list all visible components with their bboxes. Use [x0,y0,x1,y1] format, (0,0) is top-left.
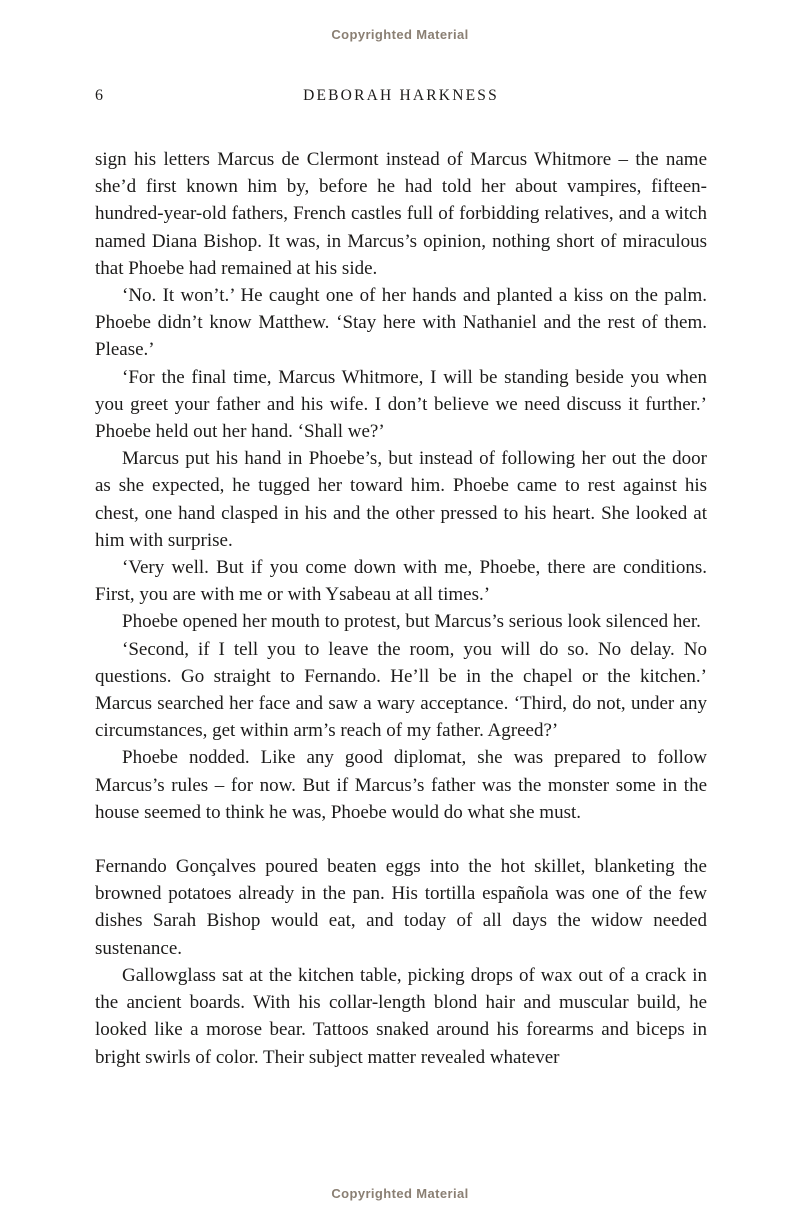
paragraph: Phoebe opened her mouth to protest, but Marcus’s serious look silenced her. [122,611,701,633]
paragraph: ‘Second, if I tell you to leave the room, you will do so. No delay. No questions. Go straight to Fernando. He’ll be in the chapel or the kitchen.’ Marcus searched her face and saw a wary acceptance. ‘Third, do not, under any circumstances, get within arm’s reach of my father. Agreed?’ [95,638,707,742]
paragraph: ‘No. It won’t.’ He caught one of her hands and planted a kiss on the palm. Phoebe didn’t know Matthew. ‘Stay here with Nathaniel and the rest of them. Please.’ [95,285,707,361]
paragraph: Phoebe nodded. Like any good diplomat, she was prepared to follow Marcus’s rules – for now. But if Marcus’s father was the monster some in the house seemed to think he was, Phoebe would do what she must. [95,747,707,823]
page-body [95,146,707,1071]
copyright-notice-top: Copyrighted Material [331,27,469,42]
paragraph: Marcus put his hand in Phoebe’s, but instead of following her out the door as she expected, he tugged her toward him. Phoebe came to rest against his chest, one hand clasped in his and the other pressed to his heart. She looked at him with surprise. [95,448,707,551]
page-number: 6 [95,87,103,104]
running-header: DEBORAH HARKNESS [303,87,499,104]
paragraph: ‘For the final time, Marcus Whitmore, I will be standing beside you when you greet your father and his wife. I don’t believe we need discuss it further.’ Phoebe held out her hand. ‘Shall we?’ [95,366,707,443]
paragraph: Gallowglass sat at the kitchen table, picking drops of wax out of a crack in the ancient boards. With his collar-length blond hair and muscular build, he looked like a morose bear. Tattoos snaked around his forearms and biceps in bright swirls of color. Their subject matter revealed whatever [95,964,707,1068]
paragraph: ‘Very well. But if you come down with me, Phoebe, there are conditions. First, you are with me or with Ysabeau at all times.’ [95,557,707,606]
copyright-notice-bottom: Copyrighted Material [331,1186,469,1201]
page-header [95,87,707,105]
paragraph: Fernando Gonçalves poured beaten eggs into the hot skillet, blanketing the browned potatoes already in the pan. His tortilla española was one of the few dishes Sarah Bishop would eat, and today of all days the widow needed sustenance. [95,856,707,959]
paragraph: sign his letters Marcus de Clermont instead of Marcus Whitmore – the name she’d first known him by, before he had told her about vampires, fifteen-hundred-year-old fathers, French castles full of forbidding relatives, and a witch named Diana Bishop. It was, in Marcus’s opinion, nothing short of miraculous that Phoebe had remained at his side. [95,149,707,279]
